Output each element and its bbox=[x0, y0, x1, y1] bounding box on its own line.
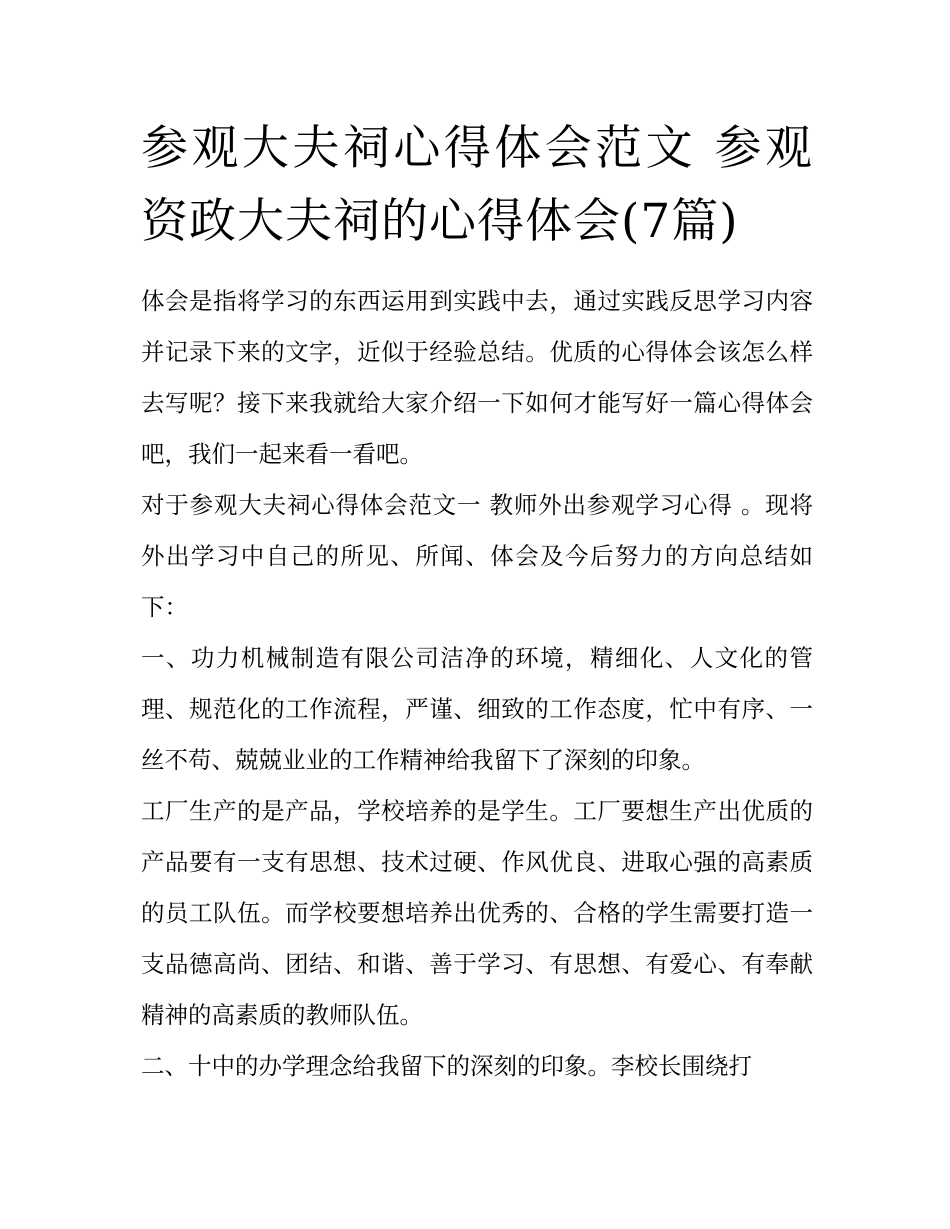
paragraph-intro: 体会是指将学习的东西运用到实践中去，通过实践反思学习内容并记录下来的文字，近似于经验总结。优质的心得体会该怎么样去写呢？接下来我就给大家介绍一下如何才能写好一篇心得体会吧，我们一起来看一看吧。 bbox=[141, 287, 813, 468]
paragraph-factory-school: 工厂生产的是产品，学校培养的是学生。工厂要想生产出优质的产品要有一支有思想、技术过硬、作风优良、进取心强的高素质的员工队伍。而学校要想培养出优秀的、合格的学生需要打造一支品德高尚、团结、和谐、善于学习、有思想、有爱心、有奉献精神的高素质的教师队伍。 bbox=[141, 797, 813, 1029]
paragraph-point-one: 一、功力机械制造有限公司洁净的环境，精细化、人文化的管理、规范化的工作流程，严谨、细致的工作态度，忙中有序、一丝不苟、兢兢业业的工作精神给我留下了深刻的印象。 bbox=[141, 644, 813, 774]
paragraph-point-two: 二、十中的办学理念给我留下的深刻的印象。李校长围绕打 bbox=[141, 1052, 752, 1080]
paragraph-essay-one-opening: 对于参观大夫祠心得体会范文一 教师外出参观学习心得 。现将外出学习中自己的所见、所闻、体会及今后努力的方向总结如下： bbox=[141, 491, 813, 621]
document-title: 参观大夫祠心得体会范文 参观资政大夫祠的心得体会(7篇) bbox=[141, 121, 813, 249]
document-body bbox=[141, 112, 813, 1092]
